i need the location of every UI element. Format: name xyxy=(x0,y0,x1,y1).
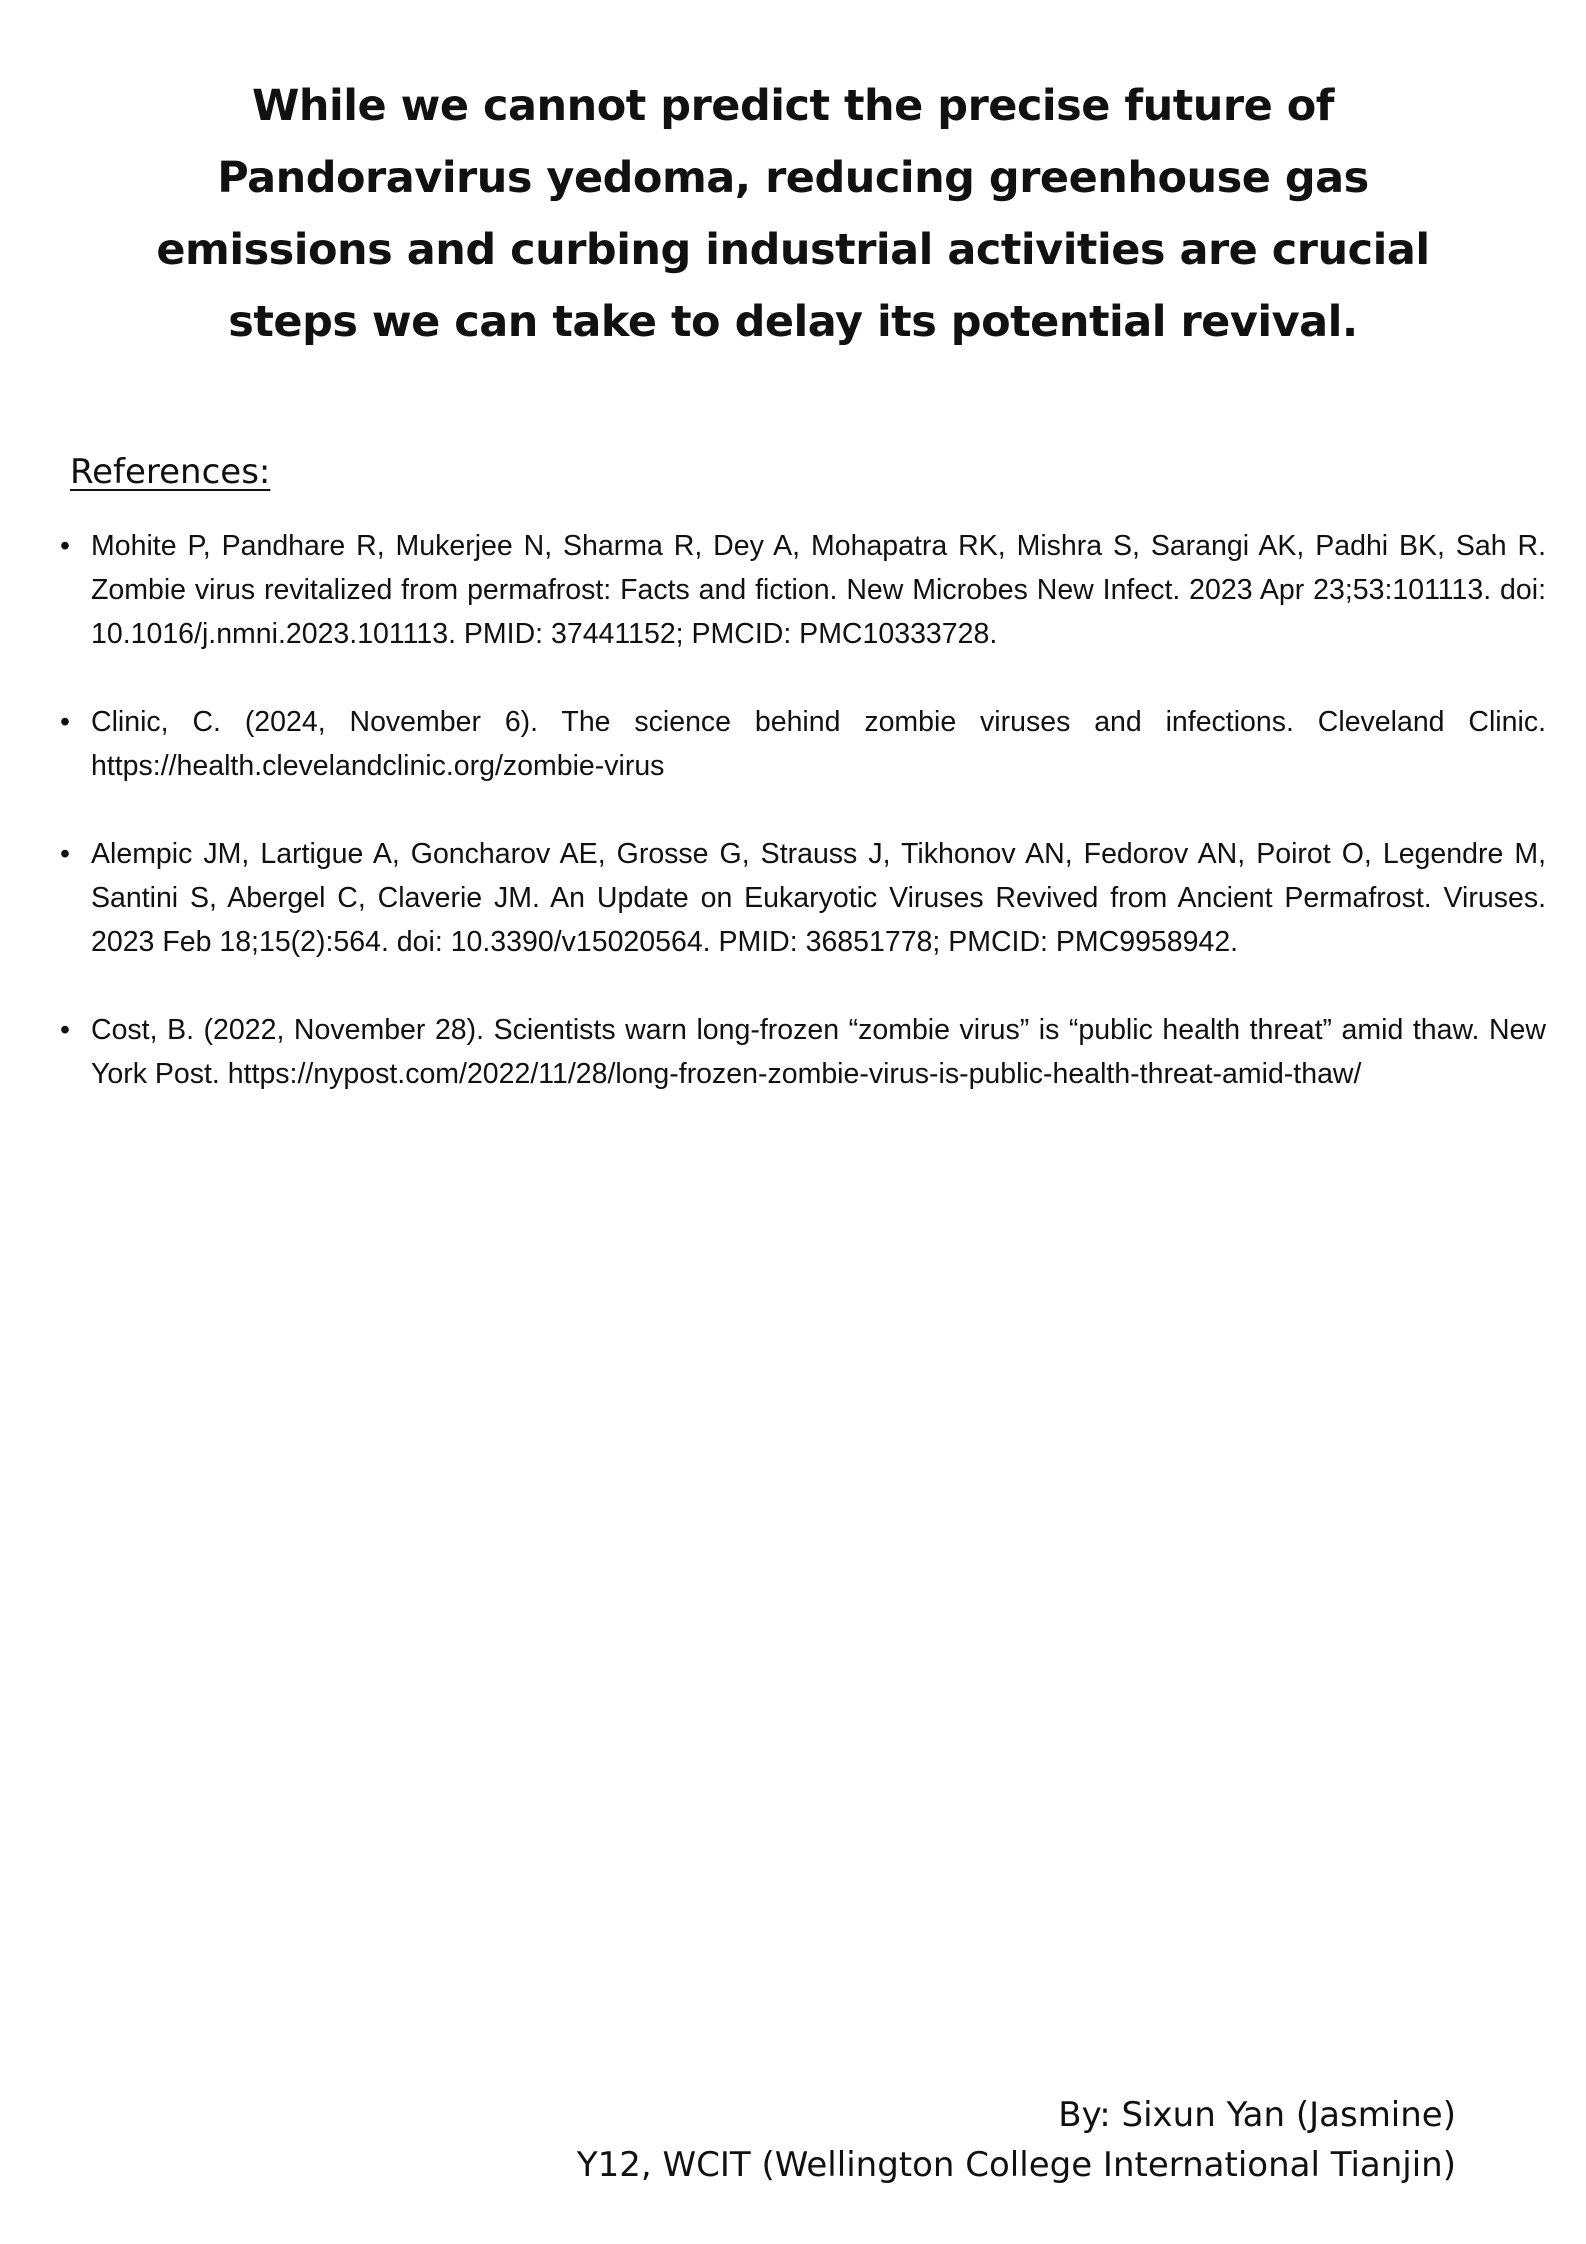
reference-item xyxy=(60,832,1546,964)
reference-text: Clinic, C. (2024, November 6). The science behind zombie viruses and infections. Cleveland Clinic. https://health.clevelandclinic.org/zombie-virus xyxy=(91,706,1546,782)
bullet-icon: • xyxy=(60,1014,70,1046)
references-heading: References: xyxy=(70,452,271,492)
reference-item xyxy=(60,1008,1546,1096)
references-list xyxy=(60,524,1546,1140)
author-affiliation: Y12, WCIT (Wellington College International Tianjin) xyxy=(576,2145,1456,2185)
reference-text: Mohite P, Pandhare R, Mukerjee N, Sharma R, Dey A, Mohapatra RK, Mishra S, Sarangi AK, Padhi BK, Sah R. Zombie virus revitalized from permafrost: Facts and fiction. New Microbes New Infect. 2023 Apr 23;53:101113. doi: 10.1016/j.nmni.2023.101113. PMID: 37441152; PMCID: PMC10333728. xyxy=(91,530,1546,650)
bullet-icon: • xyxy=(60,838,70,870)
reference-text: Cost, B. (2022, November 28). Scientists warn long-frozen “zombie virus” is “public health threat” amid thaw. New York Post. https://nypost.com/2022/11/28/long-frozen-zombie-virus-is-public-health-threat-amid-thaw/ xyxy=(91,1014,1546,1090)
conclusion-paragraph: While we cannot predict the precise future of Pandoravirus yedoma, reducing greenhouse gas emissions and curbing industrial activities are crucial steps we can take to delay its potential revival. xyxy=(156,81,1430,347)
reference-text: Alempic JM, Lartigue A, Goncharov AE, Grosse G, Strauss J, Tikhonov AN, Fedorov AN, Poirot O, Legendre M, Santini S, Abergel C, Claverie JM. An Update on Eukaryotic Viruses Revived from Ancient Permafrost. Viruses. 2023 Feb 18;15(2):564. doi: 10.3390/v15020564. PMID: 36851778; PMCID: PMC9958942. xyxy=(91,838,1546,958)
author-name: By: Sixun Yan (Jasmine) xyxy=(1058,2095,1456,2135)
bullet-icon: • xyxy=(60,530,70,562)
reference-item xyxy=(60,700,1546,788)
reference-item xyxy=(60,524,1546,656)
byline xyxy=(577,2090,1456,2190)
bullet-icon: • xyxy=(60,706,70,738)
